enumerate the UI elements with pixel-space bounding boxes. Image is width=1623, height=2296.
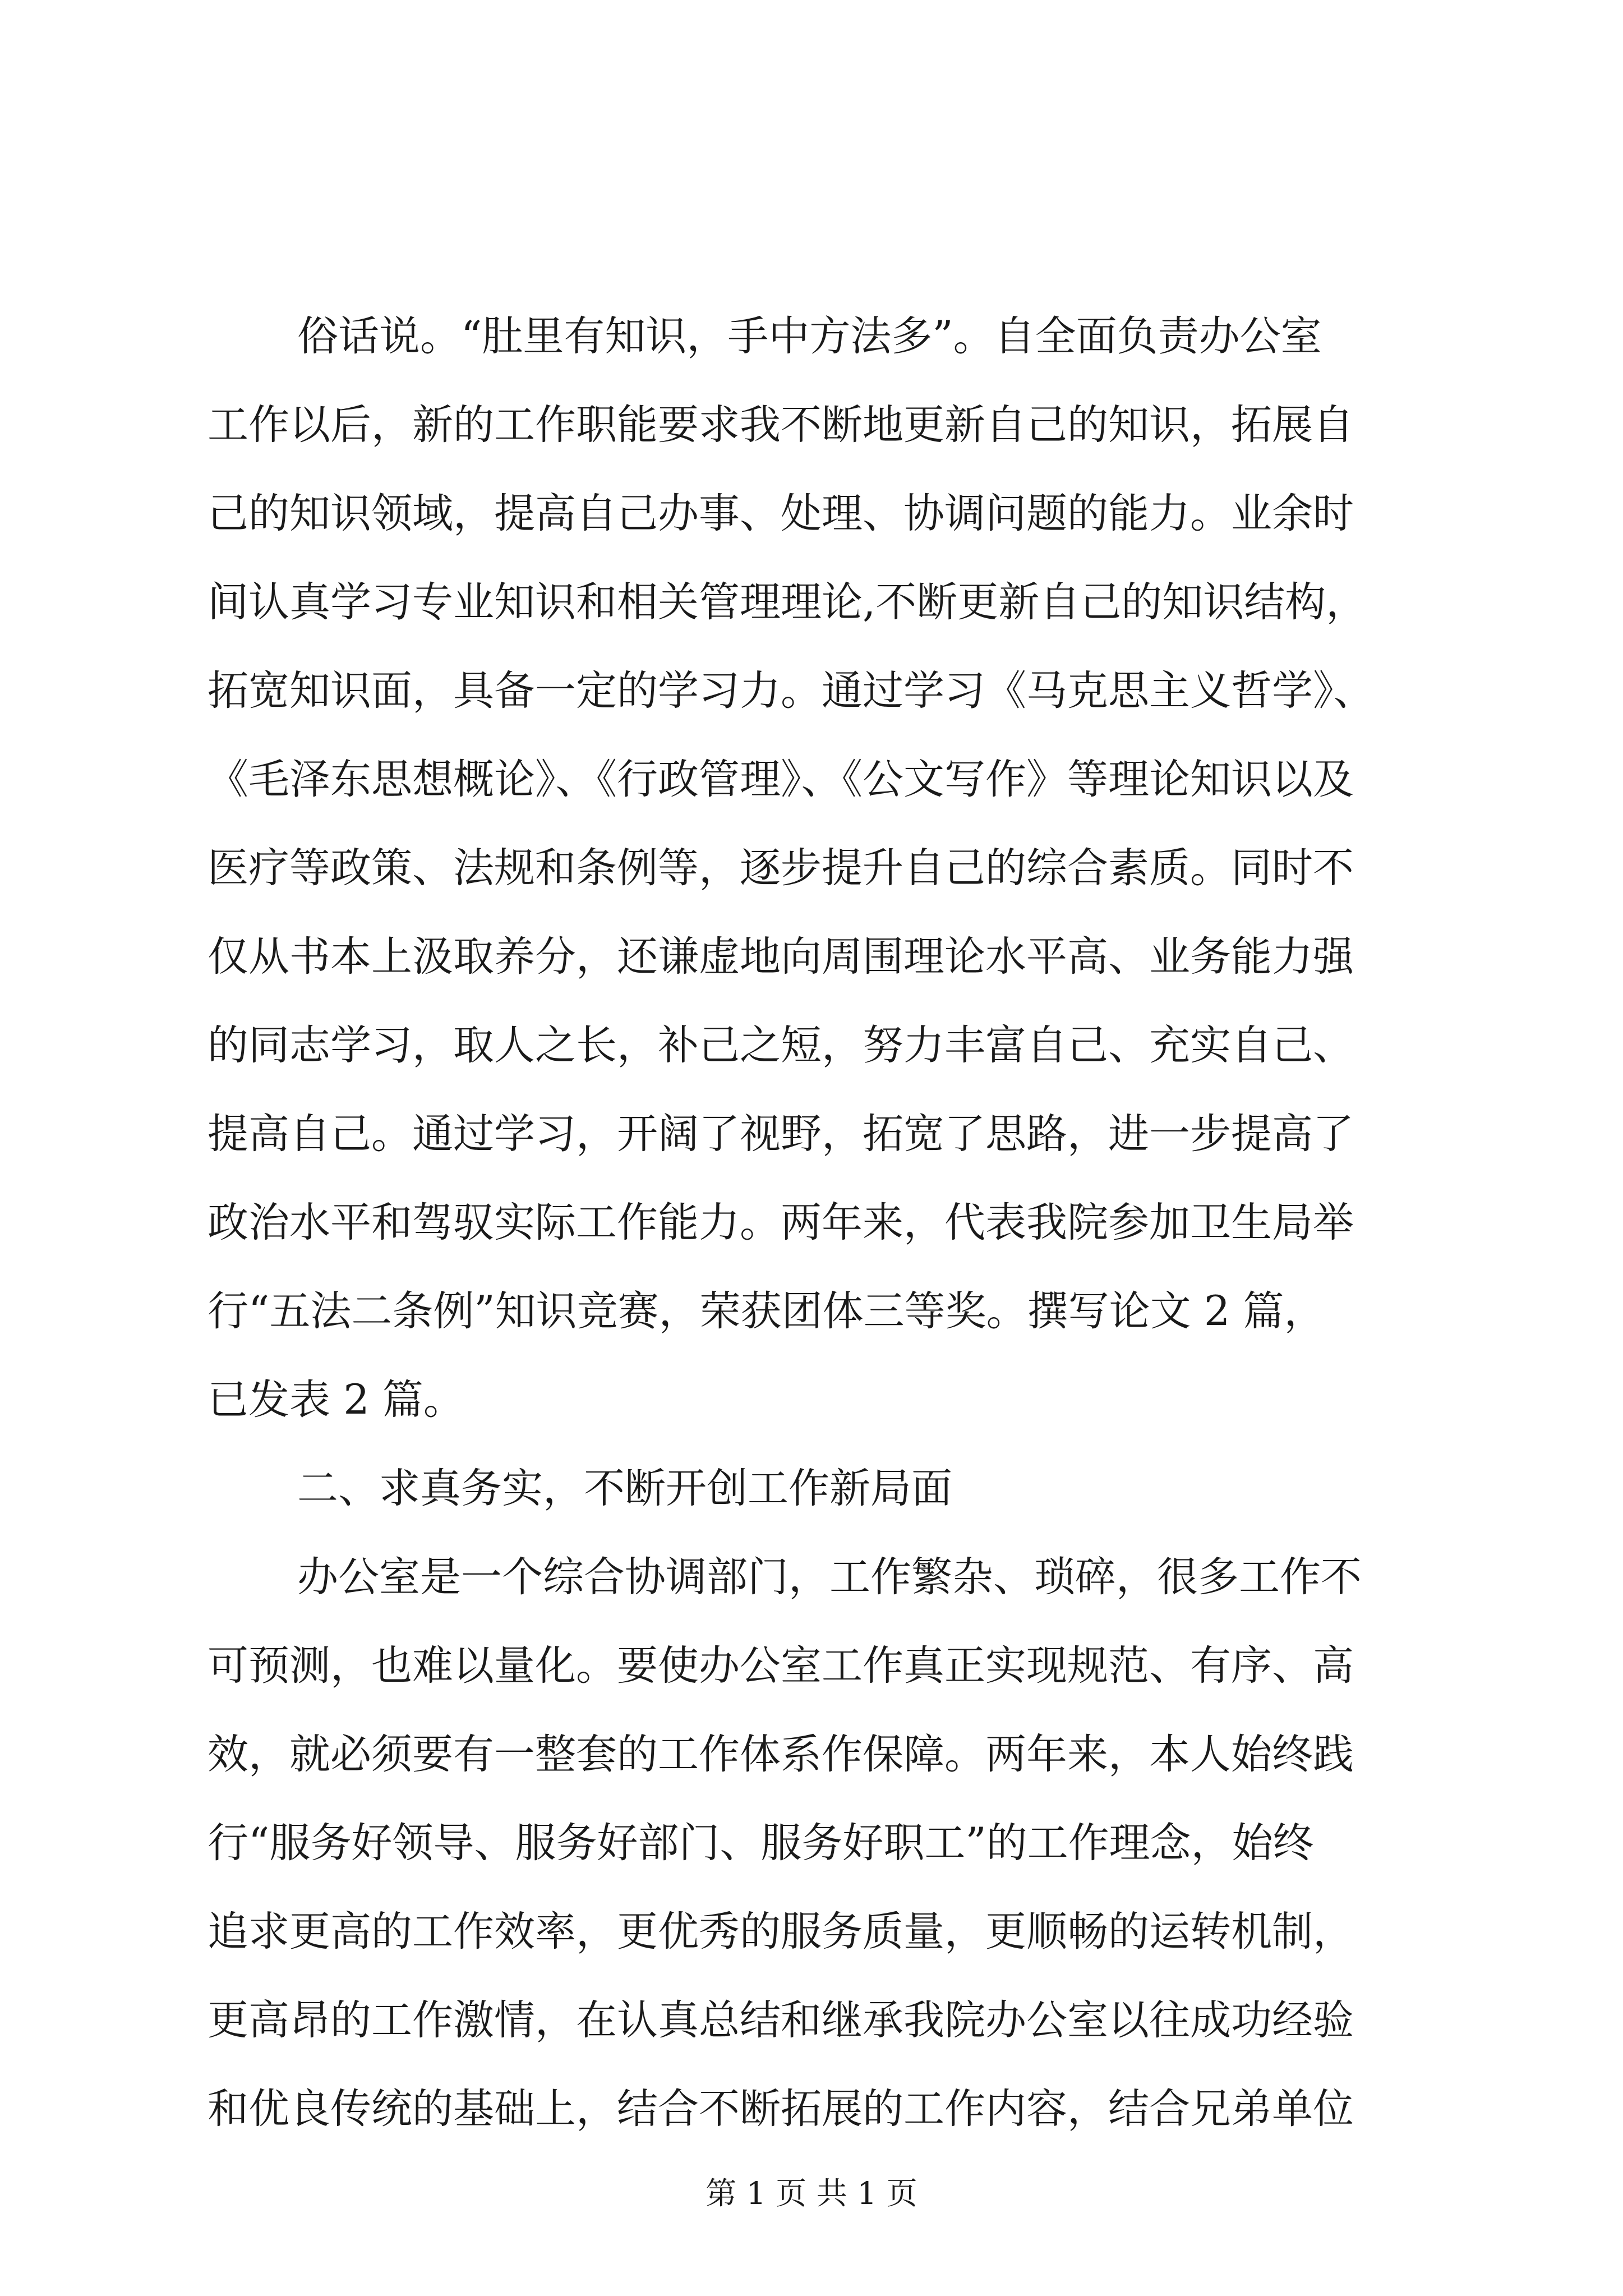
paragraph-line: 《毛泽东思想概论》、《行政管理》、《公文写作》等理论知识以及 [208, 756, 1354, 803]
paragraph-line: 更高昂的工作激情，在认真总结和继承我院办公室以往成功经验 [208, 1996, 1354, 2044]
section-heading: 二、求真务实，不断开创工作新局面 [297, 1465, 952, 1512]
paragraph-line: 已发表 2 篇。 [208, 1376, 464, 1424]
paragraph-line: 的同志学习，取人之长，补己之短，努力丰富自己、充实自己、 [208, 1022, 1354, 1069]
paragraph-line: 医疗等政策、法规和条例等，逐步提升自己的综合素质。同时不 [208, 844, 1354, 892]
paragraph-line: 可预测，也难以量化。要使办公室工作真正实现规范、有序、高 [208, 1642, 1354, 1690]
paragraph-line: 工作以后，新的工作职能要求我不断地更新自己的知识，拓展自 [208, 401, 1354, 449]
paragraph-line: 仅从书本上汲取养分，还谦虚地向周围理论水平高、业务能力强 [208, 933, 1354, 981]
paragraph-line: 行“五法二条例”知识竞赛，荣获团体三等奖。撰写论文 2 篇， [208, 1287, 1325, 1335]
paragraph-line: 政治水平和驾驭实际工作能力。两年来，代表我院参加卫生局举 [208, 1199, 1354, 1246]
page-footer: 第 1 页 共 1 页 [706, 2175, 917, 2211]
paragraph-line: 追求更高的工作效率，更优秀的服务质量，更顺畅的运转机制， [208, 1908, 1354, 1955]
paragraph-line: 间认真学习专业知识和相关管理理论,不断更新自己的知识结构， [208, 578, 1367, 626]
paragraph-line: 行“服务好领导、服务好部门、服务好职工”的工作理念，始终 [208, 1819, 1314, 1867]
paragraph-line: 和优良传统的基础上，结合不断拓展的工作内容，结合兄弟单位 [208, 2085, 1354, 2133]
paragraph-line: 己的知识领域，提高自己办事、处理、协调问题的能力。业余时 [208, 490, 1354, 537]
paragraph-line: 俗话说。“肚里有知识，手中方法多”。自全面负责办公室 [297, 312, 1322, 360]
paragraph-line: 办公室是一个综合协调部门，工作繁杂、琐碎，很多工作不 [297, 1553, 1362, 1601]
paragraph-line: 效，就必须要有一整套的工作体系作保障。两年来，本人始终践 [208, 1731, 1354, 1778]
paragraph-line: 拓宽知识面，具备一定的学习力。通过学习《马克思主义哲学》、 [208, 667, 1375, 715]
paragraph-line: 提高自己。通过学习，开阔了视野，拓宽了思路，进一步提高了 [208, 1110, 1354, 1158]
